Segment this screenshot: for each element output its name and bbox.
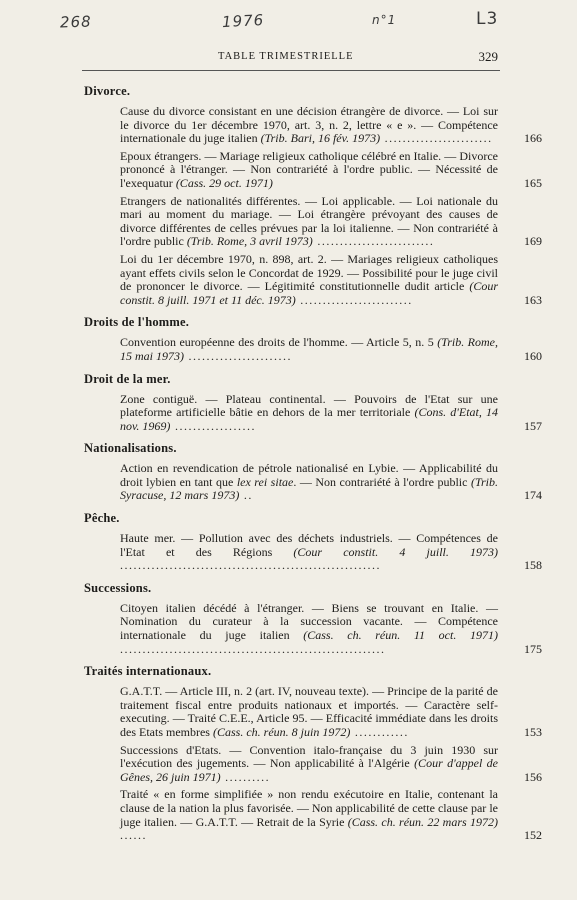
entry-citation: (Cour d'appel de Gênes, 26 juin 1971) bbox=[120, 756, 498, 784]
entry-page-number: 152 bbox=[524, 828, 542, 843]
entry-description: Convention européenne des droits de l'homme. — Article 5, n. 5 bbox=[120, 335, 438, 350]
entry-leader-dots: ......................... bbox=[295, 292, 413, 307]
entry-citation: (Trib. Rome, 15 mai 1973) bbox=[120, 335, 498, 363]
entry-text bbox=[120, 685, 498, 739]
entry-description: Action en revendication de pétrole nationalisé en Lybie. — Applicabilité du droit lybien en tant que bbox=[120, 461, 498, 489]
entry-description: Etrangers de nationalités différentes. — Loi applicable. — Loi nationale du mari au moment du mariage. — Loi étrangère prévoyant des causes de divorce différentes de celles prévues par la loi italienne. — Non contrariété à l'ordre public bbox=[120, 193, 498, 249]
entry-leader-dots: .......................... bbox=[312, 234, 435, 249]
entry-leader-dots: ...... bbox=[120, 828, 147, 843]
page-number: 329 bbox=[478, 49, 498, 64]
entry-page-number: 169 bbox=[524, 234, 542, 249]
entry-citation: (Cass. ch. réun. 11 oct. 1971) bbox=[303, 628, 498, 643]
index-entry bbox=[84, 531, 542, 573]
entry-citation: lex rei sitae bbox=[236, 474, 294, 489]
entry-leader-dots: .................. bbox=[170, 418, 256, 433]
index-entry bbox=[84, 193, 542, 249]
entry-page-number: 165 bbox=[524, 175, 542, 190]
entry-leader-dots: ....................... bbox=[184, 348, 292, 363]
entry-description: G.A.T.T. — Article III, n. 2 (art. IV, nouveau texte). — Principe de la parité de traitement fiscal entre produits nationaux et importés. — Caractère self-executing. — Traité C.E.E., Article 95. — Efficacité immédiate dans les droits des Etats membres bbox=[120, 684, 498, 739]
entry-description: Zone contiguë. — Plateau continental. — Pouvoirs de l'Etat sur une plateforme artificielle bâtie en dehors de la mer territoriale bbox=[120, 391, 498, 420]
section-heading: Divorce. bbox=[84, 84, 131, 98]
handwritten-note-268: 268 bbox=[59, 12, 92, 32]
entry-citation: (Cass. ch. réun. 22 mars 1972) bbox=[347, 814, 498, 829]
entry-text bbox=[120, 393, 498, 434]
section-heading: Successions. bbox=[84, 580, 152, 595]
entry-leader-dots: .......... bbox=[220, 769, 271, 784]
entry-citation: (Trib. Bari, 16 fév. 1973) bbox=[260, 131, 381, 146]
entry-text bbox=[120, 195, 498, 249]
entry-page-number: 163 bbox=[524, 292, 542, 307]
index-section bbox=[84, 315, 542, 363]
entry-text bbox=[120, 532, 498, 573]
entry-text bbox=[120, 105, 498, 146]
index-entry bbox=[84, 104, 542, 146]
index-section bbox=[84, 580, 542, 656]
index-entry bbox=[84, 391, 542, 434]
entry-citation: (Trib. Rome, 3 avril 1973) bbox=[186, 234, 313, 249]
entry-text bbox=[120, 788, 498, 842]
index-entry bbox=[84, 148, 542, 191]
index-section bbox=[84, 441, 542, 503]
index-entry bbox=[84, 742, 542, 785]
running-title: TABLE TRIMESTRIELLE bbox=[218, 51, 354, 62]
handwritten-note-issue: n°1 bbox=[372, 13, 397, 27]
entry-description: Loi du 1er décembre 1970, n. 898, art. 2. — Mariages religieux catholiques ayant effets civils selon le Concordat de 1929. — Possibilité pour le juge civil de prononcer le divorce. — Légitimité constitutionnelle dudit article bbox=[120, 251, 498, 294]
section-heading: Droit de la mer. bbox=[84, 371, 171, 386]
entry-page-number: 160 bbox=[524, 348, 542, 363]
index-entry bbox=[84, 787, 542, 843]
entry-page-number: 157 bbox=[524, 418, 542, 433]
entry-description: Citoyen italien décédé à l'étranger. — Biens se trouvant en Italie. — Nomination du curateur à la succession vacante. — Compétence internationale du juge italien bbox=[120, 600, 498, 643]
entry-citation-cont: (Trib. Syracuse, 12 mars 1973) bbox=[120, 474, 498, 503]
entry-text bbox=[120, 336, 498, 363]
handwritten-note-year: 1976 bbox=[221, 10, 265, 32]
entry-description: Traité « en forme simplifiée » non rendu exécutoire en Italie, contenant la clause de la nation la plus favorisée. — Non applicabilité de cette clause par le juge italien. — G.A.T.T. — Retrait de la Syrie bbox=[120, 787, 498, 829]
section-heading: Pêche. bbox=[84, 511, 120, 526]
entry-text bbox=[120, 253, 498, 307]
entry-text bbox=[120, 744, 498, 785]
header-rule bbox=[82, 70, 500, 71]
section-heading: Droits de l'homme. bbox=[84, 315, 190, 330]
index-section bbox=[84, 371, 542, 434]
index-entry bbox=[84, 251, 542, 307]
entry-citation: (Cons. d'Etat, 14 nov. 1969) bbox=[120, 405, 499, 433]
index-entry bbox=[84, 335, 542, 363]
section-heading: Nationalisations. bbox=[84, 441, 177, 456]
entry-description: Cause du divorce consistant en une décision étrangère de divorce. — Loi sur le divorce du 1er décembre 1970, art. 3, n. 2, lettre « e ». — Compétence internationale du juge italien bbox=[120, 104, 498, 146]
entry-citation: (Cass. 29 oct. 1971) bbox=[175, 175, 273, 190]
index-section bbox=[84, 511, 542, 573]
entry-citation: (Cour constit. 8 juill. 1971 et 11 déc. 1973) bbox=[120, 279, 498, 307]
index-section bbox=[84, 664, 542, 843]
entry-citation: (Cour constit. 4 juill. 1973) bbox=[293, 544, 498, 559]
entry-citation: (Cass. ch. réun. 8 juin 1972) bbox=[212, 725, 351, 739]
entry-page-number: 156 bbox=[524, 769, 542, 784]
index-content bbox=[84, 84, 542, 851]
entry-page-number: 158 bbox=[524, 558, 542, 573]
entry-description-cont: . — Non contrariété à l'ordre public bbox=[293, 474, 471, 489]
entry-description: Haute mer. — Pollution avec des déchets industriels. — Compétences de l'Etat et des Régions bbox=[120, 531, 498, 559]
entry-leader-dots: .. bbox=[239, 488, 253, 503]
entry-text bbox=[120, 602, 498, 656]
entry-text bbox=[120, 462, 498, 503]
entry-page-number: 174 bbox=[524, 488, 542, 503]
entry-description: Successions d'Etats. — Convention italo-française du 3 juin 1930 sur l'exécution des jugements. — Non applicabilité à l'Algérie bbox=[120, 742, 498, 771]
handwritten-note-l3: L3 bbox=[476, 9, 499, 29]
entry-description: Epoux étrangers. — Mariage religieux catholique célébré en Italie. — Divorce prononcé à l'étranger. — Non contrariété à l'ordre public. — Nécessité de l'exequatur bbox=[120, 148, 498, 190]
page-header bbox=[84, 49, 498, 69]
index-section bbox=[84, 84, 542, 307]
index-entry bbox=[84, 600, 542, 656]
section-heading: Traités internationaux. bbox=[84, 664, 212, 679]
index-entry bbox=[84, 684, 542, 739]
entry-page-number: 153 bbox=[524, 725, 542, 739]
index-entry bbox=[84, 461, 542, 503]
entry-text bbox=[120, 150, 498, 191]
entry-page-number: 175 bbox=[524, 641, 542, 656]
entry-leader-dots: .......................................................... bbox=[120, 558, 381, 573]
entry-leader-dots: ........................ bbox=[380, 131, 493, 146]
entry-page-number: 166 bbox=[524, 131, 542, 146]
entry-leader-dots: ............ bbox=[350, 725, 409, 739]
entry-leader-dots: ........................................................... bbox=[120, 641, 386, 656]
